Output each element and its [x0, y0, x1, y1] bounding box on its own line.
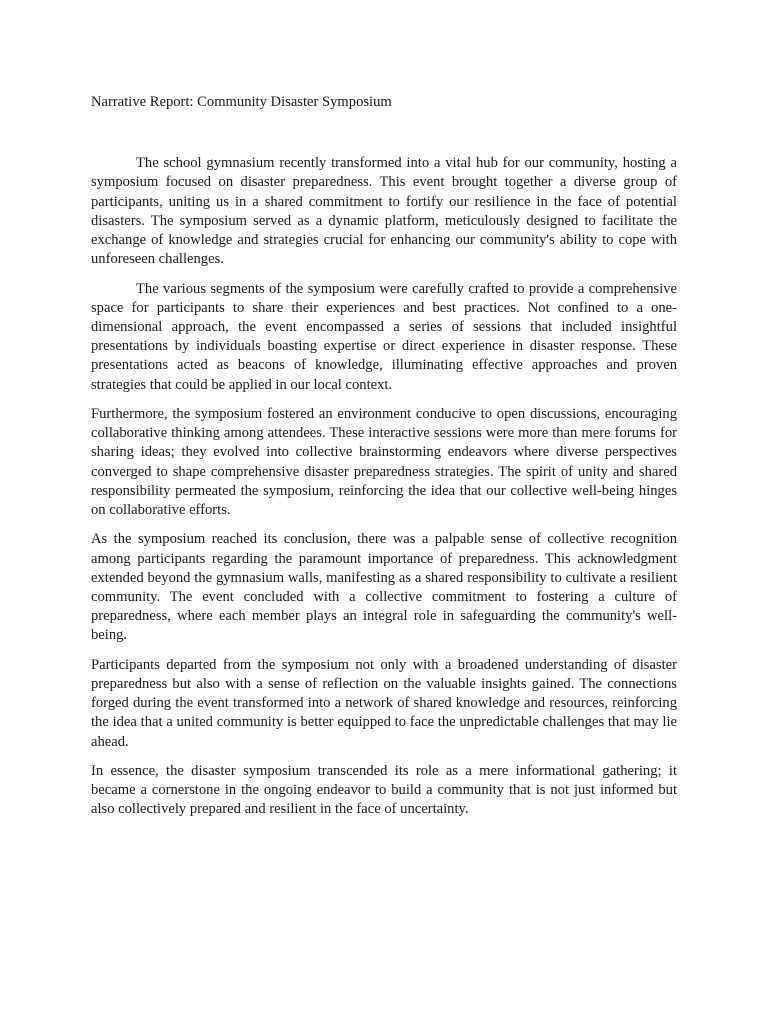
paragraph-1: The school gymnasium recently transformed into a vital hub for our community, hosting a symposium focused on disaster preparedness. This event brought together a diverse group of participants, uniting us in a shared commitment to fortify our resilience in the face of potential disasters. The symposium served as a dynamic platform, meticulously designed to facilitate the exchange of knowledge and strategies crucial for enhancing our community's ability to cope with unforeseen challenges.	[91, 155, 677, 268]
document-body	[91, 93, 677, 830]
paragraph-6: In essence, the disaster symposium transcended its role as a mere informational gathering; it became a cornerstone in the ongoing endeavor to build a community that is not just informed but also collectively prepared and resilient in the face of uncertainty.	[91, 763, 677, 818]
paragraph-3: Furthermore, the symposium fostered an environment conducive to open discussions, encouraging collaborative thinking among attendees. These interactive sessions were more than mere forums for sharing ideas; they evolved into collective brainstorming endeavors where diverse perspectives converged to shape comprehensive disaster preparedness strategies. The spirit of unity and shared responsibility permeated the symposium, reinforcing the idea that our collective well-being hinges on collaborative efforts.	[91, 406, 677, 519]
paragraph-5: Participants departed from the symposium not only with a broadened understanding of disaster preparedness but also with a sense of reflection on the valuable insights gained. The connections forged during the event transformed into a network of shared knowledge and resources, reinforcing the idea that a united community is better equipped to face the unpredictable challenges that may lie ahead.	[91, 656, 677, 750]
paragraph-2: The various segments of the symposium were carefully crafted to provide a comprehensive space for participants to share their experiences and best practices. Not confined to a one-dimensional approach, the event encompassed a series of sessions that included insightful presentations by individuals boasting expertise or direct experience in disaster response. These presentations acted as beacons of knowledge, illuminating effective approaches and proven strategies that could be applied in our local context.	[91, 280, 677, 393]
document-title: Narrative Report: Community Disaster Symposium	[91, 94, 392, 110]
paragraph-4: As the symposium reached its conclusion, there was a palpable sense of collective recognition among participants regarding the paramount importance of preparedness. This acknowledgment extended beyond the gymnasium walls, manifesting as a shared responsibility to cultivate a resilient community. The event concluded with a collective commitment to fostering a culture of preparedness, where each member plays an integral role in safeguarding the community's well-being.	[91, 531, 677, 644]
